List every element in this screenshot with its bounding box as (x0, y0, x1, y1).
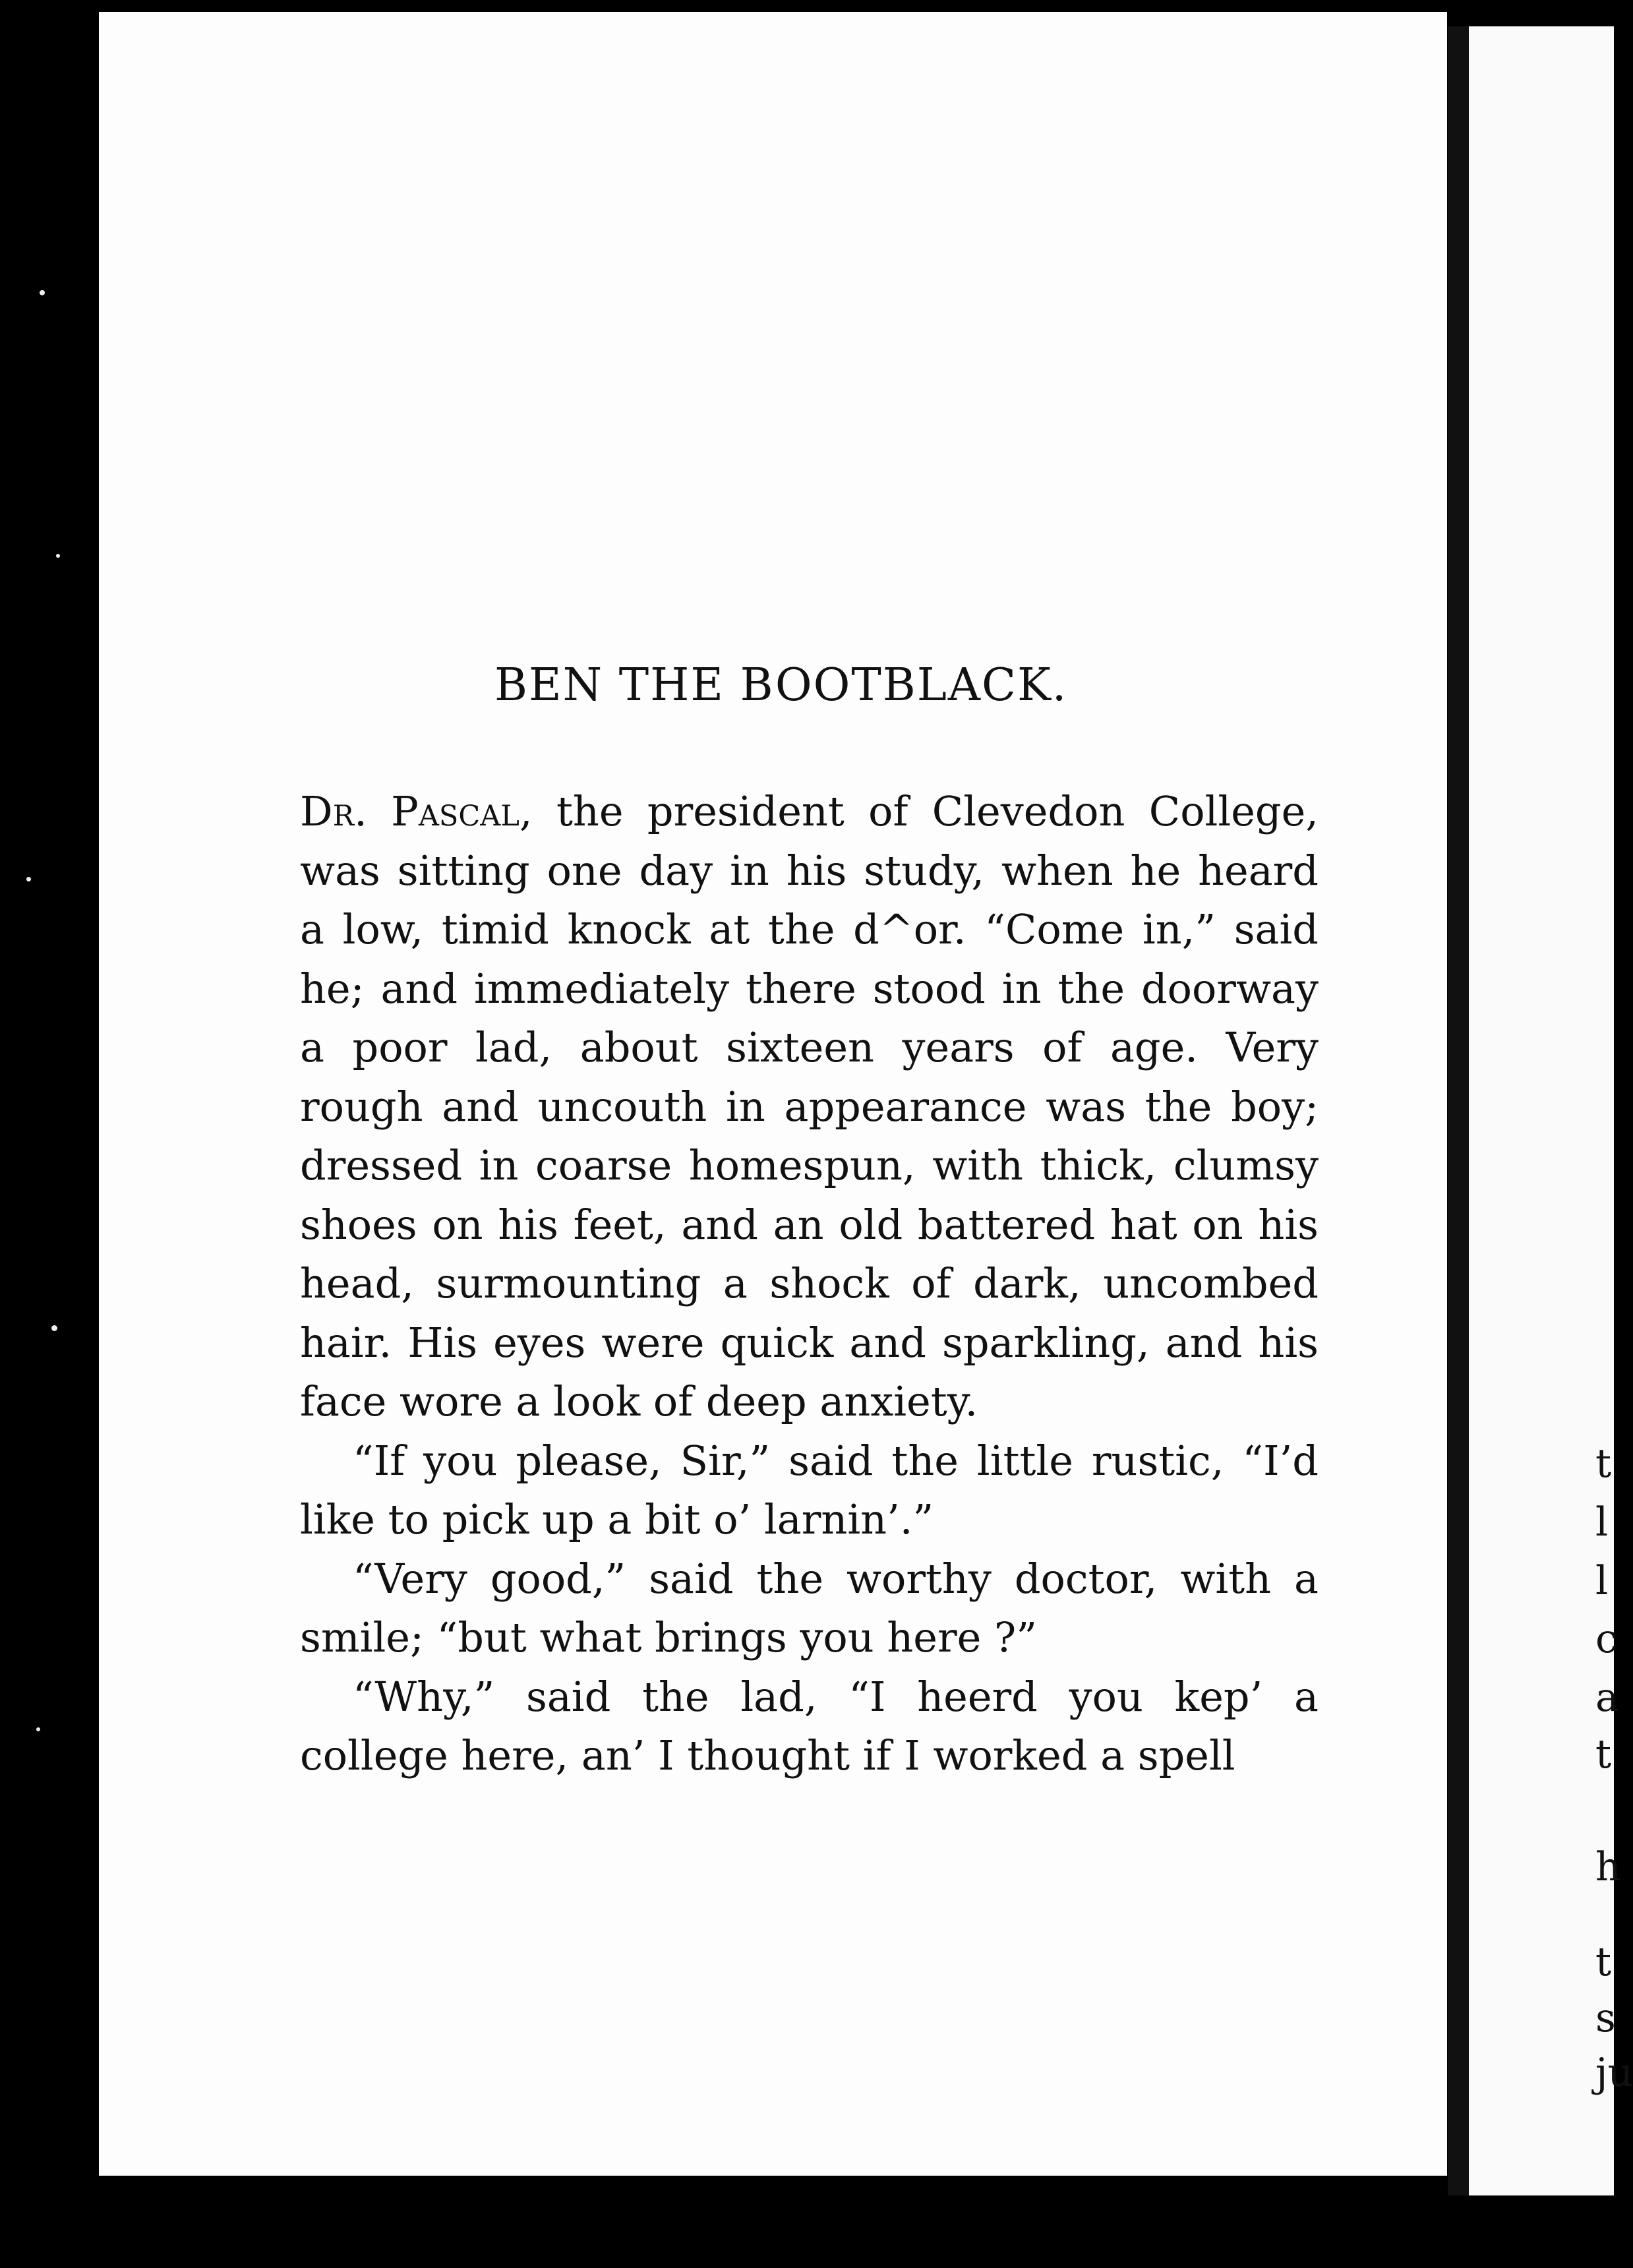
paragraph-1 (300, 782, 1319, 1431)
book-gutter (1448, 26, 1469, 2195)
opening-name: Dr. Pascal, (300, 787, 533, 835)
facing-page-fragment: t (1595, 1441, 1612, 1487)
facing-page-fragment: h (1595, 1844, 1621, 1890)
scan-speck (51, 1325, 57, 1331)
facing-page-fragment: a (1595, 1675, 1619, 1721)
facing-page-fragment: l (1595, 1558, 1609, 1604)
paragraph-4: “Why,” said the lad, “I heerd you kep’ a college here, an’ I thought if I worked a spell (300, 1672, 1319, 1779)
scan-speck (26, 877, 31, 881)
facing-page-fragment: t (1595, 1939, 1612, 1985)
paragraph-1-text: the president of Clevedon College, was sitting one day in his study, when he heard a low, timid knock at the d^or. “Come in,” said he; and immediately there stood in the doorway a poor lad, about sixteen years of age. Very rough and uncouth in appearance was the boy; dressed in coarse homespun, with thick, clumsy shoes on his feet, and an old battered hat on his head, surmounting a shock of dark, uncombed hair. His eyes were quick and sparkling, and his face wore a look of deep anxiety. (300, 787, 1319, 1425)
paragraph-2: “If you please, Sir,” said the little rustic, “I’d like to pick up a bit o’ larnin’.” (300, 1436, 1319, 1543)
facing-page-fragment: t (1595, 1731, 1612, 1777)
facing-page-fragment: ju (1595, 2050, 1633, 2096)
facing-page-fragment: s (1595, 1995, 1616, 2041)
facing-page-fragment: c (1595, 1616, 1618, 1662)
facing-page-fragment: l (1595, 1499, 1609, 1545)
chapter-heading: BEN THE BOOTBLACK. (494, 659, 1068, 711)
scan-speck (36, 1727, 40, 1731)
scan-speck (40, 290, 45, 295)
body-text (300, 782, 1319, 1785)
facing-page-edge (1469, 26, 1614, 2195)
paragraph-3: “Very good,” said the worthy doctor, with a smile; “but what brings you here ?” (300, 1554, 1319, 1661)
scan-speck (56, 554, 60, 558)
